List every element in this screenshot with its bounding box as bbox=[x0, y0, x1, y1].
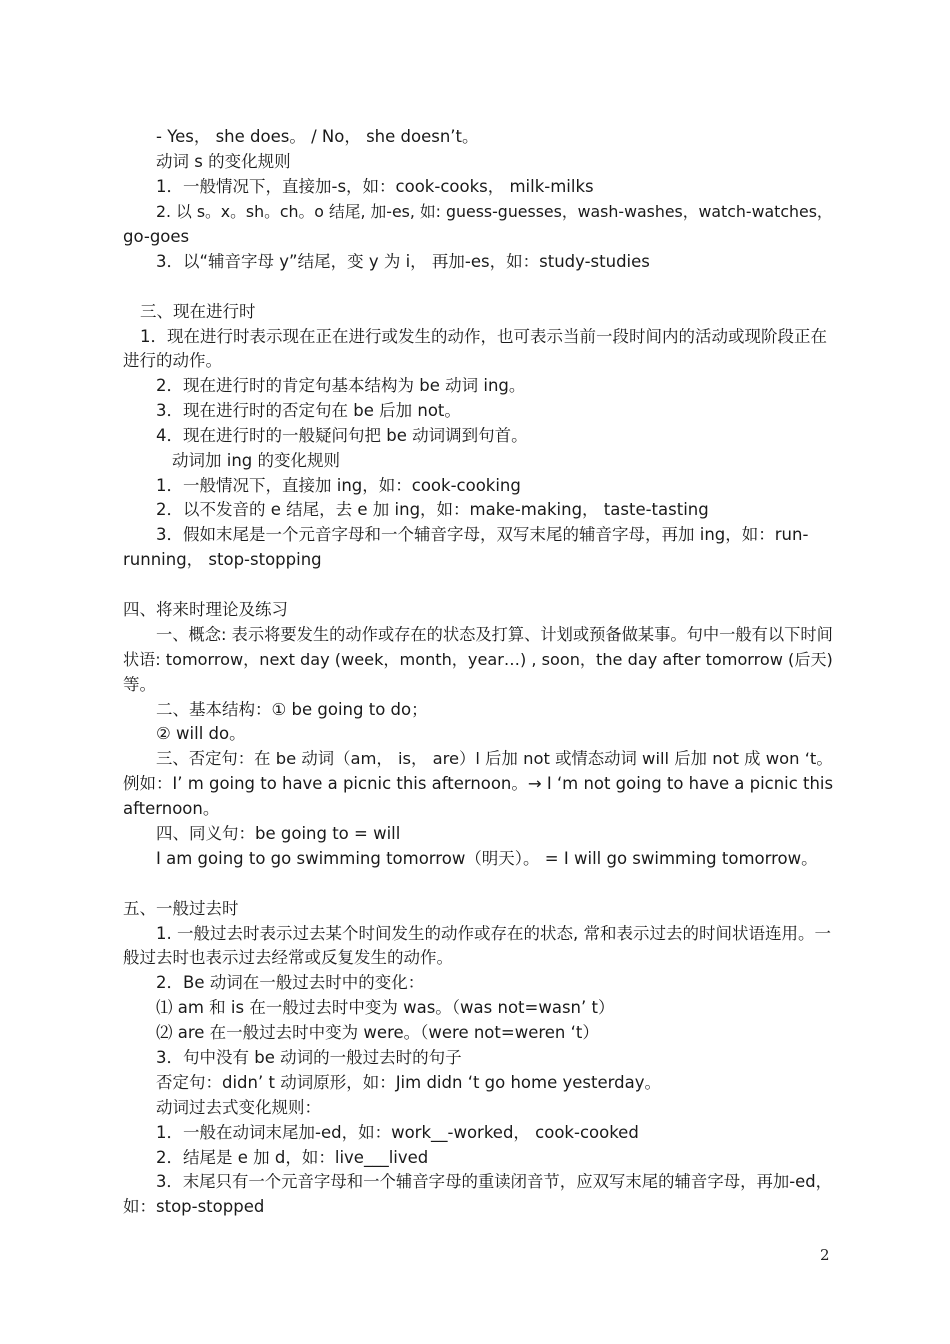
text-line: afternoon。 bbox=[123, 799, 220, 818]
text-line: 进行的动作。 bbox=[123, 351, 222, 370]
text-line: ② will do。 bbox=[156, 724, 246, 743]
section-heading: 三、现在进行时 bbox=[140, 302, 256, 321]
text-line: 2．结尾是 e 加 d，如：live___lived bbox=[156, 1148, 429, 1167]
text-line: 动词过去式变化规则： bbox=[156, 1098, 321, 1117]
text-line: 1．一般情况下，直接加 ing，如：cook-cooking bbox=[156, 476, 521, 495]
text-line: 例如：I’ m going to have a picnic this afternoon。→ I ‘m not going to have a picnic this bbox=[123, 774, 834, 793]
text-line: 1．现在进行时表示现在正在进行或发生的动作，也可表示当前一段时间内的活动或现阶段正在 bbox=[140, 327, 827, 346]
text-line: 3．末尾只有一个元音字母和一个辅音字母的重读闭音节，应双写末尾的辅音字母，再加-ed， bbox=[156, 1172, 833, 1191]
text-line: 4．现在进行时的一般疑问句把 be 动词调到句首。 bbox=[156, 426, 528, 445]
text-line: 状语: tomorrow，next day (week，month，year…) , soon，the day after tomorrow (后天) bbox=[123, 650, 833, 669]
text-line: 2．以不发音的 e 结尾，去 e 加 ing，如：make-making， taste-tasting bbox=[156, 500, 709, 519]
text-line: 2．Be 动词在一般过去时中的变化： bbox=[156, 973, 425, 992]
text-line: 如：stop-stopped bbox=[123, 1197, 265, 1216]
text-line: go-goes bbox=[123, 227, 190, 246]
text-line: 1．一般在动词末尾加-ed，如：work__-worked， cook-cooked bbox=[156, 1123, 639, 1142]
text-line: running， stop-stopping bbox=[123, 550, 322, 569]
text-line: 二、基本结构：① be going to do； bbox=[156, 700, 428, 719]
text-line: 四、同义句：be going to = will bbox=[156, 824, 401, 843]
text-line: ⑴ am 和 is 在一般过去时中变为 was。（was not=wasn’ t） bbox=[156, 998, 615, 1017]
text-line: 动词加 ing 的变化规则 bbox=[172, 451, 341, 470]
text-line: 否定句：didn’ t 动词原形，如：Jim didn ‘t go home yesterday。 bbox=[156, 1073, 661, 1092]
text-line: 2．现在进行时的肯定句基本结构为 be 动词 ing。 bbox=[156, 376, 526, 395]
text-line: 1．一般情况下，直接加-s，如：cook-cooks， milk-milks bbox=[156, 177, 594, 196]
text-line: 2. 以 s。x。sh。ch。o 结尾, 加-es, 如: guess-guesses，wash-washes，watch-watches， bbox=[156, 202, 833, 221]
section-heading: 四、将来时理论及练习 bbox=[123, 600, 288, 619]
text-line: 等。 bbox=[123, 675, 156, 694]
text-line: 般过去时也表示过去经常或反复发生的动作。 bbox=[123, 948, 453, 967]
text-line: I am going to go swimming tomorrow（明天）。 = I will go swimming tomorrow。 bbox=[156, 849, 818, 868]
text-line: 3．现在进行时的否定句在 be 后加 not。 bbox=[156, 401, 461, 420]
text-line: 动词 s 的变化规则 bbox=[156, 152, 291, 171]
section-heading: 五、一般过去时 bbox=[123, 899, 239, 918]
text-line: 1. 一般过去时表示过去某个时间发生的动作或存在的状态, 常和表示过去的时间状语连用。一 bbox=[156, 924, 831, 943]
text-line: 3．句中没有 be 动词的一般过去时的句子 bbox=[156, 1048, 462, 1067]
text-line: - Yes， she does。 / No， she doesn’t。 bbox=[156, 127, 479, 146]
text-line: ⑵ are 在一般过去时中变为 were。（were not=weren ‘t） bbox=[156, 1023, 599, 1042]
text-line: 三、否定句：在 be 动词（am， is， are）l 后加 not 或情态动词 will 后加 not 成 won ‘t。 bbox=[156, 749, 833, 768]
text-line: 一、概念: 表示将要发生的动作或存在的状态及打算、计划或预备做某事。句中一般有以下时间 bbox=[156, 625, 833, 644]
page-number: 2 bbox=[820, 1246, 830, 1264]
text-line: 3．以“辅音字母 y”结尾，变 y 为 i， 再加-es，如：study-studies bbox=[156, 252, 650, 271]
text-line: 3．假如末尾是一个元音字母和一个辅音字母，双写末尾的辅音字母，再加 ing，如：run- bbox=[156, 525, 809, 544]
